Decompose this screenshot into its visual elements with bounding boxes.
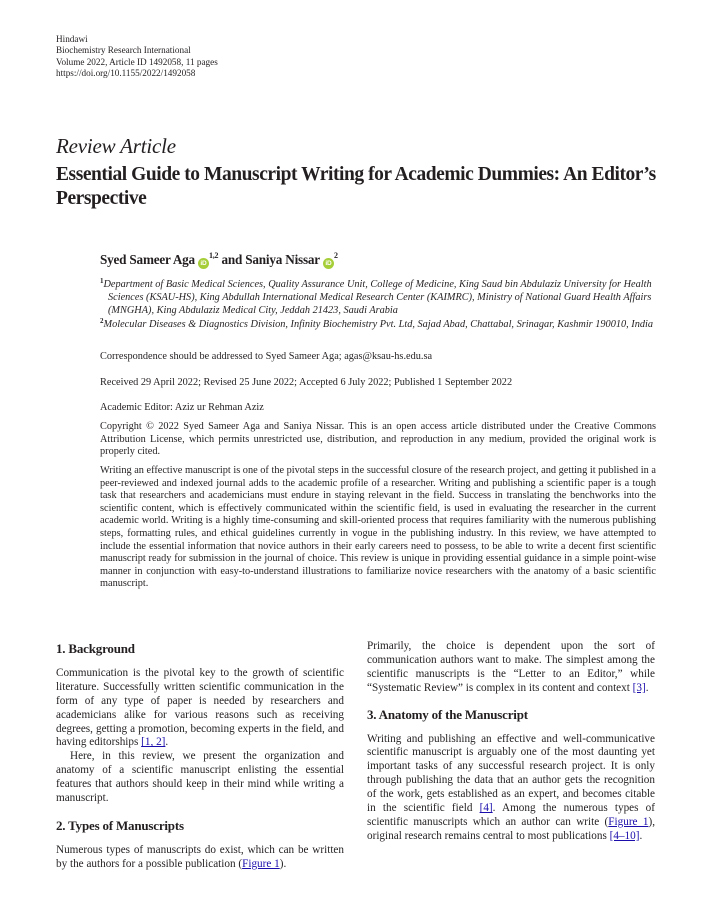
affiliation-number: 2	[100, 316, 104, 325]
author-name[interactable]: Saniya Nissar	[245, 252, 320, 267]
article-title: Essential Guide to Manuscript Writing for Academic Dummies: An Editor’s Perspective	[56, 164, 656, 209]
figure-link[interactable]: Figure 1	[608, 815, 649, 828]
citation-link[interactable]: [4]	[479, 802, 493, 815]
article-type: Review Article	[56, 134, 176, 158]
citation-link[interactable]: [3]	[632, 681, 646, 694]
affiliation-text: Molecular Diseases & Diagnostics Division, Infinity Biochemistry Pvt. Ltd, Sajad Abad, Chattabal, Srinagar, Kashmir 190010, India	[103, 318, 654, 330]
section-heading-anatomy: 3. Anatomy of the Manuscript	[367, 706, 528, 722]
affiliation	[100, 318, 656, 331]
abstract: Writing an effective manuscript is one of the pivotal steps in the successful closure of the research project, and getting it published in a peer-reviewed and indexed journal adds to the academic profile of a researcher. Writing and publishing a scientific paper is a tough task that researchers and academicians must endure in staying relevant in the field. Success in translating the benchworks into the scientific content, which is effectively communicated within the scientific field, is used in evaluating the researcher in the current academic world. Writing is a highly time-consuming and skill-oriented process that requires familiarity with the numerous publishing steps, formatting rules, and ethical guidelines currently in vogue in the publishing industry. In this review, we have attempted to include the essential information that novice authors in their early careers need to possess, to be able to write a decent first scientific manuscript ready for submission in the journal of choice. This review is unique in providing essential guidance in a simple point-wise manner in conjunction with easy-to-understand illustrations to familiarize novice researchers with the anatomy of a basic scientific manuscript.	[100, 465, 656, 590]
citation-link[interactable]: [1, 2]	[141, 736, 166, 749]
section-heading-background: 1. Background	[56, 641, 135, 656]
background-paragraph: Here, in this review, we present the organization and anatomy of a scientific manuscript enlisting the essential features that authors should keep in their mind while writing a manuscript.	[56, 750, 344, 805]
affiliation-text: Department of Basic Medical Sciences, Quality Assurance Unit, College of Medicine, King Saud bin Abdulaziz University for Health Sciences (KSAU-HS), King Abdullah International Medical Research Center (KAIMRC), Ministry of National Guard Health Affairs (MNGHA), King Abdulaziz Medical City, Jeddah 21423, Saudi Arabia	[103, 279, 652, 317]
journal-name: Biochemistry Research International	[56, 45, 191, 56]
paragraph-text: .	[165, 736, 169, 749]
author-affiliation-sup: 2	[333, 251, 338, 260]
author-list	[100, 252, 656, 269]
orcid-icon[interactable]: iD	[323, 258, 334, 269]
paragraph-text: Numerous types of manuscripts do exist, which can be written by the authors for a possible publication (	[56, 843, 344, 870]
author-affiliation-sup: 1,2	[208, 251, 219, 260]
affiliation-number: 1	[100, 277, 104, 285]
paragraph-text: Writing and publishing an effective and well-communicative scientific manuscript is arguably one of the most daunting yet important tasks of any successful research project. It is only through publishing the data that an author gets the recognition of the work, gets established as an expert, and becomes citable in the scientific field	[367, 732, 655, 815]
publication-dates: Received 29 April 2022; Revised 25 June 2022; Accepted 6 July 2022; Published 1 September 2022	[100, 377, 513, 388]
body-column-left	[56, 642, 344, 872]
paragraph-text: .	[645, 681, 649, 694]
affiliations	[100, 278, 656, 331]
figure-link[interactable]: Figure 1	[242, 857, 280, 870]
affiliation	[100, 278, 656, 318]
author-name[interactable]: Syed Sameer Aga	[100, 252, 195, 267]
section-heading-types: 2. Types of Manuscripts	[56, 817, 184, 833]
body-column-right	[367, 640, 655, 844]
orcid-icon[interactable]: iD	[198, 258, 209, 269]
types-continuation-paragraph	[367, 640, 655, 696]
copyright-notice: Copyright © 2022 Syed Sameer Aga and Saniya Nissar. This is an open access article distributed under the Creative Commons Attribution License, which permits unrestricted use, distribution, and reproduction in any medium, provided the original work is properly cited.	[100, 421, 656, 458]
paragraph-text: Communication is the pivotal key to the growth of scientific literature. Successfully written scientific communication in the form of any type of paper is needed by researchers and academicians alike for various reasons such as receiving degrees, getting a promotion, becoming experts in the field, and having editorships	[56, 666, 344, 749]
volume-info: Volume 2022, Article ID 1492058, 11 pages	[56, 56, 218, 67]
paragraph-text: ), original research remains central to most publications	[367, 815, 655, 842]
paragraph-text: .	[639, 829, 643, 842]
paragraph-text: ).	[279, 857, 287, 870]
anatomy-paragraph	[367, 733, 655, 844]
citation-link[interactable]: [4–10]	[609, 829, 640, 842]
background-paragraph	[56, 667, 344, 750]
paragraph-text: . Among the numerous types of scientific manuscripts which an author can write (	[367, 802, 655, 828]
author-connector: and	[221, 252, 243, 267]
journal-header	[56, 34, 218, 80]
correspondence: Correspondence should be addressed to Syed Sameer Aga; agas@ksau-hs.edu.sa	[100, 351, 433, 362]
doi-link[interactable]: https://doi.org/10.1155/2022/1492058	[56, 68, 196, 79]
types-paragraph	[56, 844, 344, 872]
paragraph-text: Primarily, the choice is dependent upon the sort of communication authors want to make. The simplest among the scientific manuscripts is the “Letter to an Editor,” while “Systematic Review” is complex in its content and context	[367, 640, 655, 694]
academic-editor: Academic Editor: Aziz ur Rehman Aziz	[100, 402, 264, 413]
publisher-name: Hindawi	[56, 34, 88, 44]
